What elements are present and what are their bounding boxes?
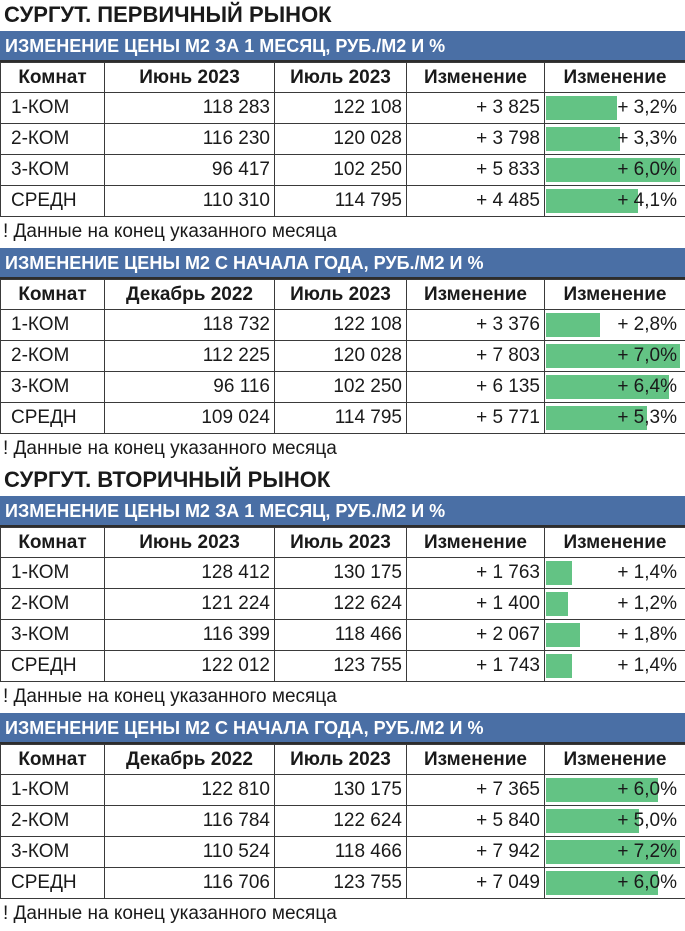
column-header: Июнь 2023 xyxy=(105,63,275,93)
change-pct-cell xyxy=(545,372,685,403)
column-header: Изменение xyxy=(545,280,685,310)
price-from-cell: 96 116 xyxy=(105,372,275,403)
table-row xyxy=(1,186,685,217)
price-from-cell: 122 810 xyxy=(105,775,275,806)
change-rub-cell: + 7 365 xyxy=(407,775,545,806)
price-from-cell: 112 225 xyxy=(105,341,275,372)
change-pct-value: + 1,4% xyxy=(617,655,677,676)
price-from-cell: 116 230 xyxy=(105,124,275,155)
table-row xyxy=(1,310,685,341)
column-header: Изменение xyxy=(407,528,545,558)
change-rub-cell: + 7 942 xyxy=(407,837,545,868)
room-type-cell: СРЕДН xyxy=(1,651,105,682)
change-rub-cell: + 3 376 xyxy=(407,310,545,341)
price-to-cell: 122 624 xyxy=(275,589,407,620)
change-rub-cell: + 1 400 xyxy=(407,589,545,620)
price-to-cell: 120 028 xyxy=(275,124,407,155)
price-to-cell: 118 466 xyxy=(275,620,407,651)
column-header: Изменение xyxy=(407,63,545,93)
change-pct-value: + 6,0% xyxy=(617,159,677,180)
price-to-cell: 122 624 xyxy=(275,806,407,837)
room-type-cell: 1-КОМ xyxy=(1,775,105,806)
price-to-cell: 118 466 xyxy=(275,837,407,868)
price-to-cell: 102 250 xyxy=(275,372,407,403)
change-pct-value: + 5,3% xyxy=(617,407,677,428)
price-from-cell: 118 283 xyxy=(105,93,275,124)
change-pct-cell xyxy=(545,310,685,341)
change-rub-cell: + 7 803 xyxy=(407,341,545,372)
table-banner: ИЗМЕНЕНИЕ ЦЕНЫ М2 ЗА 1 МЕСЯЦ, РУБ./М2 И % xyxy=(0,31,685,62)
price-to-cell: 114 795 xyxy=(275,186,407,217)
room-type-cell: 1-КОМ xyxy=(1,310,105,341)
change-pct-cell xyxy=(545,558,685,589)
table-row xyxy=(1,806,685,837)
section-title-primary: СУРГУТ. ПЕРВИЧНЫЙ РЫНОК xyxy=(4,2,332,27)
price-from-cell: 110 310 xyxy=(105,186,275,217)
column-header: Изменение xyxy=(545,745,685,775)
table-row xyxy=(1,372,685,403)
column-header: Изменение xyxy=(545,63,685,93)
price-table xyxy=(0,279,685,434)
footnote: ! Данные на конец указанного месяца xyxy=(3,903,337,924)
price-from-cell: 96 417 xyxy=(105,155,275,186)
column-header: Изменение xyxy=(407,280,545,310)
room-type-cell: 2-КОМ xyxy=(1,124,105,155)
column-header: Июль 2023 xyxy=(275,528,407,558)
change-pct-value: + 2,8% xyxy=(617,314,677,335)
column-header: Комнат xyxy=(1,280,105,310)
header-row xyxy=(1,280,685,310)
price-table xyxy=(0,744,685,899)
change-pct-cell xyxy=(545,93,685,124)
table-row xyxy=(1,651,685,682)
room-type-cell: 1-КОМ xyxy=(1,558,105,589)
price-from-cell: 116 706 xyxy=(105,868,275,899)
column-header: Июль 2023 xyxy=(275,280,407,310)
table-row xyxy=(1,589,685,620)
section-title-secondary: СУРГУТ. ВТОРИЧНЫЙ РЫНОК xyxy=(4,467,331,492)
price-to-cell: 102 250 xyxy=(275,155,407,186)
change-rub-cell: + 5 840 xyxy=(407,806,545,837)
change-pct-value: + 7,2% xyxy=(617,841,677,862)
change-pct-value: + 3,3% xyxy=(617,128,677,149)
table-row xyxy=(1,341,685,372)
change-pct-cell xyxy=(545,837,685,868)
room-type-cell: СРЕДН xyxy=(1,186,105,217)
room-type-cell: 3-КОМ xyxy=(1,155,105,186)
change-pct-cell xyxy=(545,651,685,682)
change-pct-cell xyxy=(545,775,685,806)
table-row xyxy=(1,155,685,186)
change-rub-cell: + 1 763 xyxy=(407,558,545,589)
change-rub-cell: + 4 485 xyxy=(407,186,545,217)
change-pct-value: + 1,2% xyxy=(617,593,677,614)
change-pct-value: + 6,4% xyxy=(617,376,677,397)
header-row xyxy=(1,63,685,93)
change-pct-cell xyxy=(545,155,685,186)
column-header: Декабрь 2022 xyxy=(105,280,275,310)
change-pct-value: + 5,0% xyxy=(617,810,677,831)
price-to-cell: 123 755 xyxy=(275,868,407,899)
price-from-cell: 109 024 xyxy=(105,403,275,434)
price-to-cell: 123 755 xyxy=(275,651,407,682)
price-from-cell: 121 224 xyxy=(105,589,275,620)
change-pct-cell xyxy=(545,868,685,899)
change-pct-cell xyxy=(545,341,685,372)
price-to-cell: 114 795 xyxy=(275,403,407,434)
room-type-cell: 3-КОМ xyxy=(1,837,105,868)
change-rub-cell: + 5 833 xyxy=(407,155,545,186)
column-header: Июль 2023 xyxy=(275,63,407,93)
table-row xyxy=(1,620,685,651)
change-rub-cell: + 3 825 xyxy=(407,93,545,124)
change-pct-cell xyxy=(545,589,685,620)
room-type-cell: СРЕДН xyxy=(1,403,105,434)
room-type-cell: 3-КОМ xyxy=(1,372,105,403)
table-row xyxy=(1,775,685,806)
change-pct-cell xyxy=(545,186,685,217)
change-rub-cell: + 5 771 xyxy=(407,403,545,434)
table-row xyxy=(1,124,685,155)
price-to-cell: 122 108 xyxy=(275,93,407,124)
price-from-cell: 116 784 xyxy=(105,806,275,837)
table-row xyxy=(1,837,685,868)
table-banner: ИЗМЕНЕНИЕ ЦЕНЫ М2 ЗА 1 МЕСЯЦ, РУБ./М2 И % xyxy=(0,496,685,527)
room-type-cell: 3-КОМ xyxy=(1,620,105,651)
header-row xyxy=(1,745,685,775)
change-rub-cell: + 1 743 xyxy=(407,651,545,682)
change-rub-cell: + 7 049 xyxy=(407,868,545,899)
change-pct-value: + 7,0% xyxy=(617,345,677,366)
price-to-cell: 130 175 xyxy=(275,558,407,589)
price-from-cell: 110 524 xyxy=(105,837,275,868)
table-row xyxy=(1,558,685,589)
change-pct-cell xyxy=(545,124,685,155)
column-header: Декабрь 2022 xyxy=(105,745,275,775)
room-type-cell: 2-КОМ xyxy=(1,341,105,372)
footnote: ! Данные на конец указанного месяца xyxy=(3,686,337,707)
price-from-cell: 118 732 xyxy=(105,310,275,341)
table-row xyxy=(1,403,685,434)
footnote: ! Данные на конец указанного месяца xyxy=(3,438,337,459)
table-row xyxy=(1,93,685,124)
change-pct-value: + 1,8% xyxy=(617,624,677,645)
header-row xyxy=(1,528,685,558)
room-type-cell: СРЕДН xyxy=(1,868,105,899)
price-to-cell: 120 028 xyxy=(275,341,407,372)
change-pct-value: + 6,0% xyxy=(617,779,677,800)
price-from-cell: 116 399 xyxy=(105,620,275,651)
price-to-cell: 130 175 xyxy=(275,775,407,806)
room-type-cell: 1-КОМ xyxy=(1,93,105,124)
column-header: Изменение xyxy=(407,745,545,775)
change-rub-cell: + 3 798 xyxy=(407,124,545,155)
room-type-cell: 2-КОМ xyxy=(1,806,105,837)
change-pct-cell xyxy=(545,620,685,651)
table-banner: ИЗМЕНЕНИЕ ЦЕНЫ М2 С НАЧАЛА ГОДА, РУБ./М2 И % xyxy=(0,713,685,744)
price-from-cell: 122 012 xyxy=(105,651,275,682)
change-pct-value: + 6,0% xyxy=(617,872,677,893)
footnote: ! Данные на конец указанного месяца xyxy=(3,221,337,242)
change-pct-value: + 4,1% xyxy=(617,190,677,211)
table-banner: ИЗМЕНЕНИЕ ЦЕНЫ М2 С НАЧАЛА ГОДА, РУБ./М2 И % xyxy=(0,248,685,279)
change-pct-cell xyxy=(545,806,685,837)
change-pct-value: + 1,4% xyxy=(617,562,677,583)
price-to-cell: 122 108 xyxy=(275,310,407,341)
table-row xyxy=(1,868,685,899)
column-header: Июль 2023 xyxy=(275,745,407,775)
change-pct-value: + 3,2% xyxy=(617,97,677,118)
change-rub-cell: + 2 067 xyxy=(407,620,545,651)
column-header: Комнат xyxy=(1,745,105,775)
room-type-cell: 2-КОМ xyxy=(1,589,105,620)
column-header: Комнат xyxy=(1,528,105,558)
column-header: Июнь 2023 xyxy=(105,528,275,558)
price-table xyxy=(0,62,685,217)
column-header: Изменение xyxy=(545,528,685,558)
price-table xyxy=(0,527,685,682)
price-from-cell: 128 412 xyxy=(105,558,275,589)
change-rub-cell: + 6 135 xyxy=(407,372,545,403)
change-pct-cell xyxy=(545,403,685,434)
column-header: Комнат xyxy=(1,63,105,93)
